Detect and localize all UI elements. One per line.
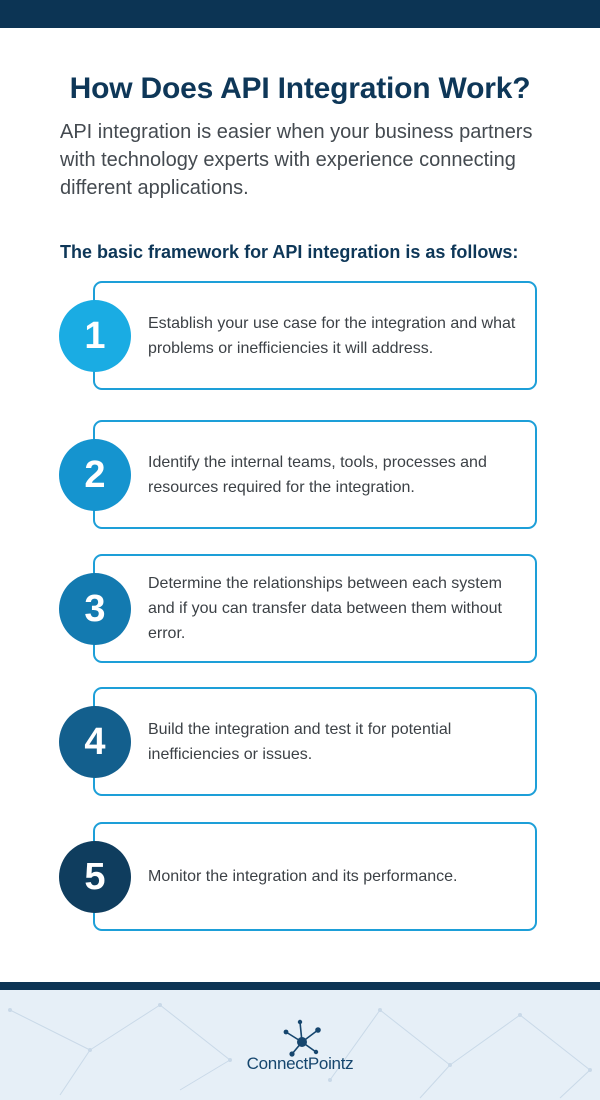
step-number-badge: 1 (59, 300, 131, 372)
step-number-badge: 2 (59, 439, 131, 511)
step-text: Build the integration and test it for potential inefficiencies or issues. (148, 720, 452, 763)
step-4 (0, 687, 600, 799)
network-nodes-icon (280, 1018, 324, 1058)
footer (0, 982, 600, 1100)
step-5 (0, 822, 600, 934)
intro-paragraph: API integration is easier when your business partners with technology experts with experience connecting different applications. (60, 121, 533, 199)
page-title: How Does API Integration Work? (69, 72, 531, 105)
step-number-badge: 4 (59, 706, 131, 778)
step-3 (0, 554, 600, 666)
footer-bar (0, 982, 600, 990)
step-1 (0, 281, 600, 393)
step-2 (0, 420, 600, 532)
step-text: Determine the relationships between each system and if you can transfer data between them without error. (148, 575, 502, 642)
step-text: Identify the internal teams, tools, processes and resources required for the integration. (148, 453, 487, 496)
framework-subheading: The basic framework for API integration is as follows: (60, 242, 519, 262)
step-number-badge: 3 (59, 573, 131, 645)
top-bar (0, 0, 600, 28)
step-text: Monitor the integration and its performance. (148, 868, 458, 885)
step-number-badge: 5 (59, 841, 131, 913)
brand-logo-text: ConnectPointz (246, 1054, 354, 1073)
step-text: Establish your use case for the integration and what problems or inefficiencies it will address. (148, 314, 516, 357)
